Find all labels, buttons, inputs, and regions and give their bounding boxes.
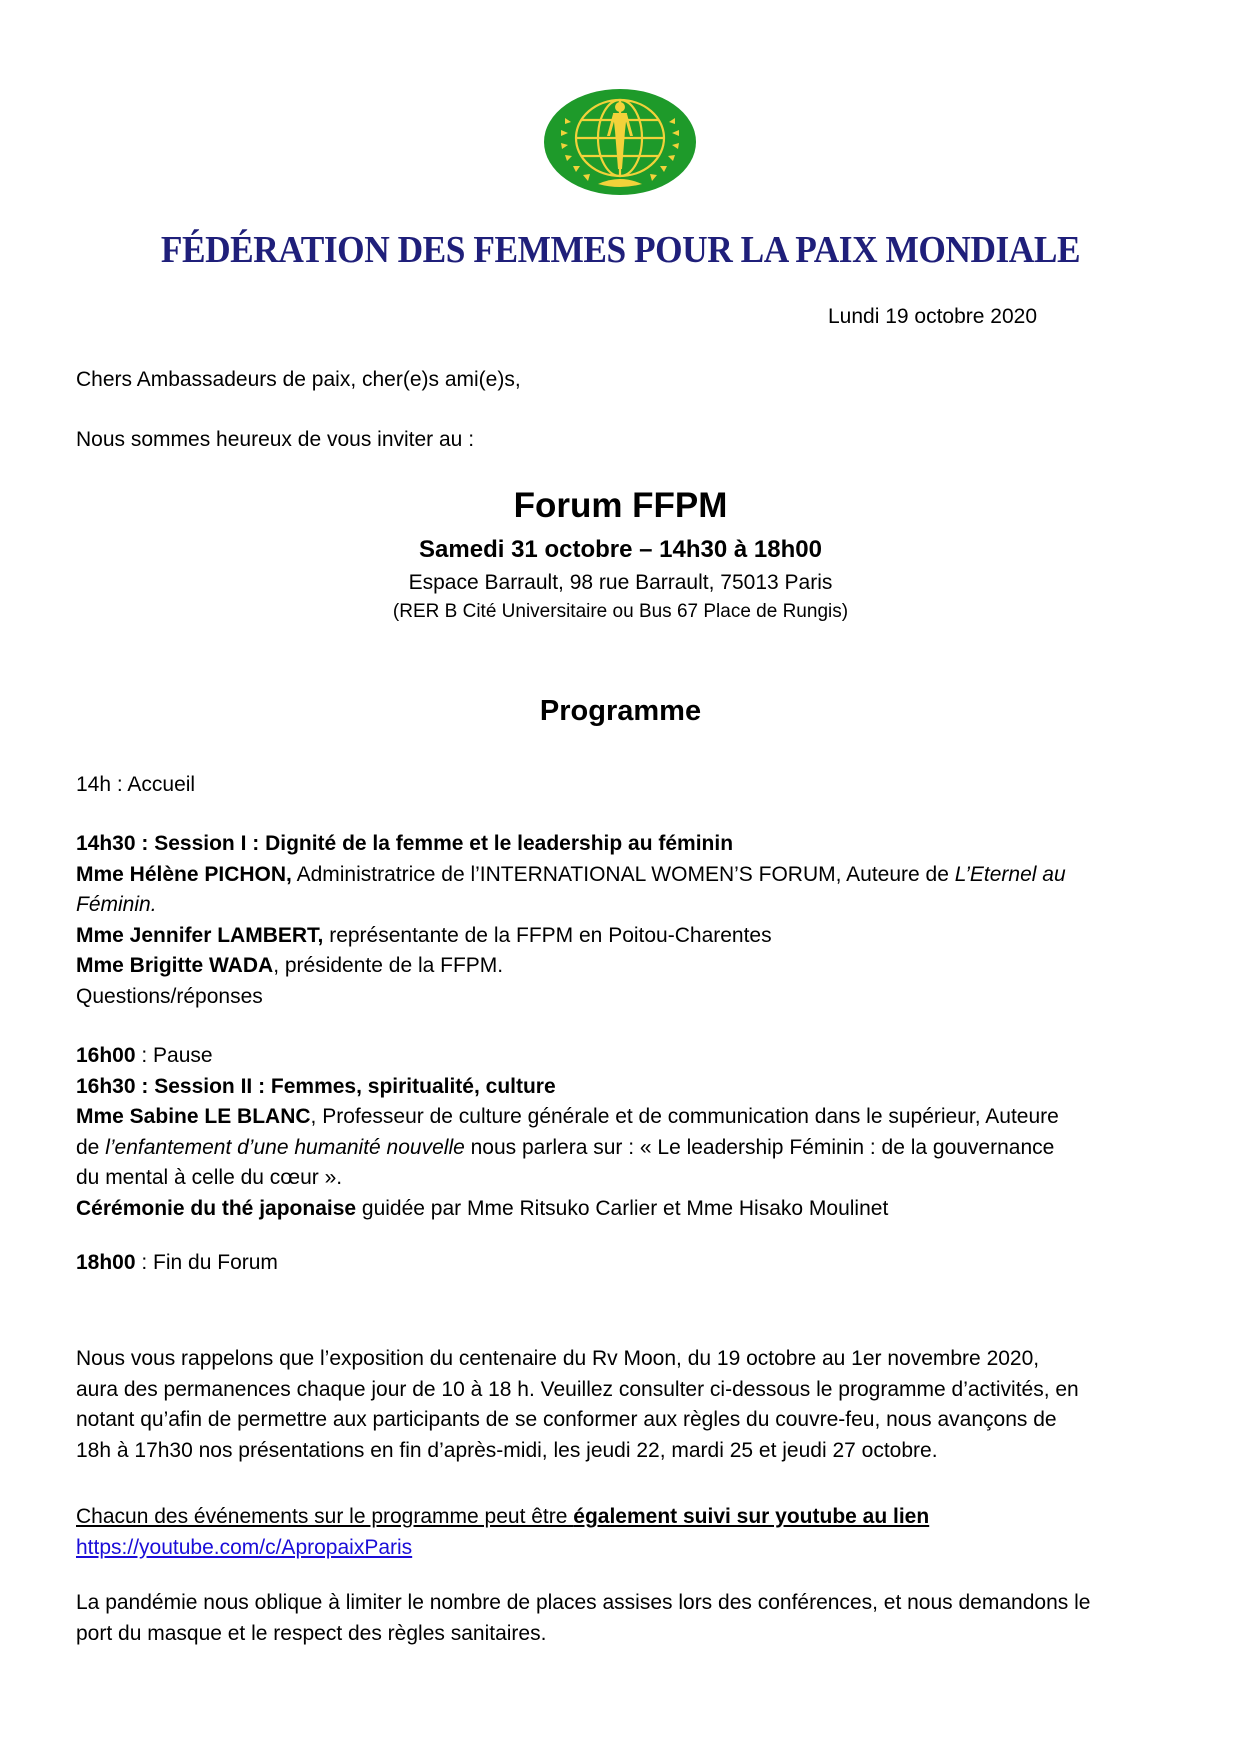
event-transport: (RER B Cité Universitaire ou Bus 67 Place de Rungis) (392, 601, 849, 622)
session-1-speaker-1: Mme Hélène PICHON, Administratrice de l’INTERNATIONAL WOMEN’S FORUM, Auteure de L’Eternel au (76, 862, 1066, 886)
event-title: Forum FFPM (513, 486, 728, 525)
letter-date: Lundi 19 octobre 2020 (828, 305, 1038, 328)
session-2-block (76, 1041, 1176, 1224)
session-2-topic-line-2: de l’enfantement d’une humanité nouvelle nous parlera sur : « Le leadership Féminin : de la gouvernance (76, 1135, 1055, 1159)
youtube-paragraph (76, 1502, 1176, 1563)
session-1-heading: 14h30 : Session I : Dignité de la femme et le leadership au féminin (76, 832, 734, 855)
programme-title: Programme (539, 695, 702, 727)
ffpm-logo-icon (543, 88, 697, 196)
pause-line: 16h00 : Pause (76, 1044, 213, 1067)
tea-ceremony: Cérémonie du thé japonaise guidée par Mme Ritsuko Carlier et Mme Hisako Moulinet (76, 1196, 889, 1220)
session-2-speaker: Mme Sabine LE BLANC, Professeur de culture générale et de communication dans le supérieur, Auteure (76, 1105, 1059, 1128)
reminder-line: notant qu’afin de permettre aux participants de se conformer aux règles du couvre-feu, nous avançons de (76, 1408, 1057, 1431)
programme-accueil: 14h : Accueil (76, 773, 196, 796)
greeting: Chers Ambassadeurs de paix, cher(e)s ami(e)s, (76, 368, 521, 391)
session-2-heading: 16h30 : Session II : Femmes, spiritualité, culture (76, 1074, 556, 1098)
pandemic-line: La pandémie nous oblique à limiter le nombre de places assises lors des conférences, et nous demandons le (76, 1591, 1091, 1614)
pandemic-line: port du masque et le respect des règles sanitaires. (76, 1621, 547, 1645)
pandemic-paragraph (76, 1588, 1176, 1649)
reminder-paragraph (76, 1344, 1176, 1466)
session-2-topic-line-3: du mental à celle du cœur ». (76, 1166, 343, 1189)
youtube-notice: Chacun des événements sur le programme peut être également suivi sur youtube au lien (76, 1505, 930, 1528)
event-place: Espace Barrault, 98 rue Barrault, 75013 Paris (408, 571, 833, 594)
end-line: 18h00 : Fin du Forum (76, 1251, 278, 1274)
reminder-line: 18h à 17h30 nos présentations en fin d’après-midi, les jeudi 22, mardi 25 et jeudi 27 octobre. (76, 1438, 938, 1462)
reminder-line: aura des permanences chaque jour de 10 à 18 h. Veuillez consulter ci-dessous le programme d’activités, en (76, 1377, 1079, 1401)
intro-text: Nous sommes heureux de vous inviter au : (76, 428, 475, 451)
session-1-block (76, 829, 1176, 1012)
session-1-speaker-1-book: Féminin. (76, 893, 157, 916)
event-datetime: Samedi 31 octobre – 14h30 à 18h00 (419, 536, 822, 563)
reminder-line: Nous vous rappelons que l’exposition du centenaire du Rv Moon, du 19 octobre au 1er novembre 2020, (76, 1347, 1040, 1370)
organization-title: FÉDÉRATION DES FEMMES POUR LA PAIX MONDIALE (160, 229, 1081, 271)
session-1-speaker-2: Mme Jennifer LAMBERT, représentante de la FFPM en Poitou-Charentes (76, 923, 772, 947)
session-1-qa: Questions/réponses (76, 984, 263, 1008)
youtube-link[interactable]: https://youtube.com/c/ApropaixParis (76, 1535, 413, 1559)
session-1-speaker-3: Mme Brigitte WADA, présidente de la FFPM. (76, 954, 504, 977)
